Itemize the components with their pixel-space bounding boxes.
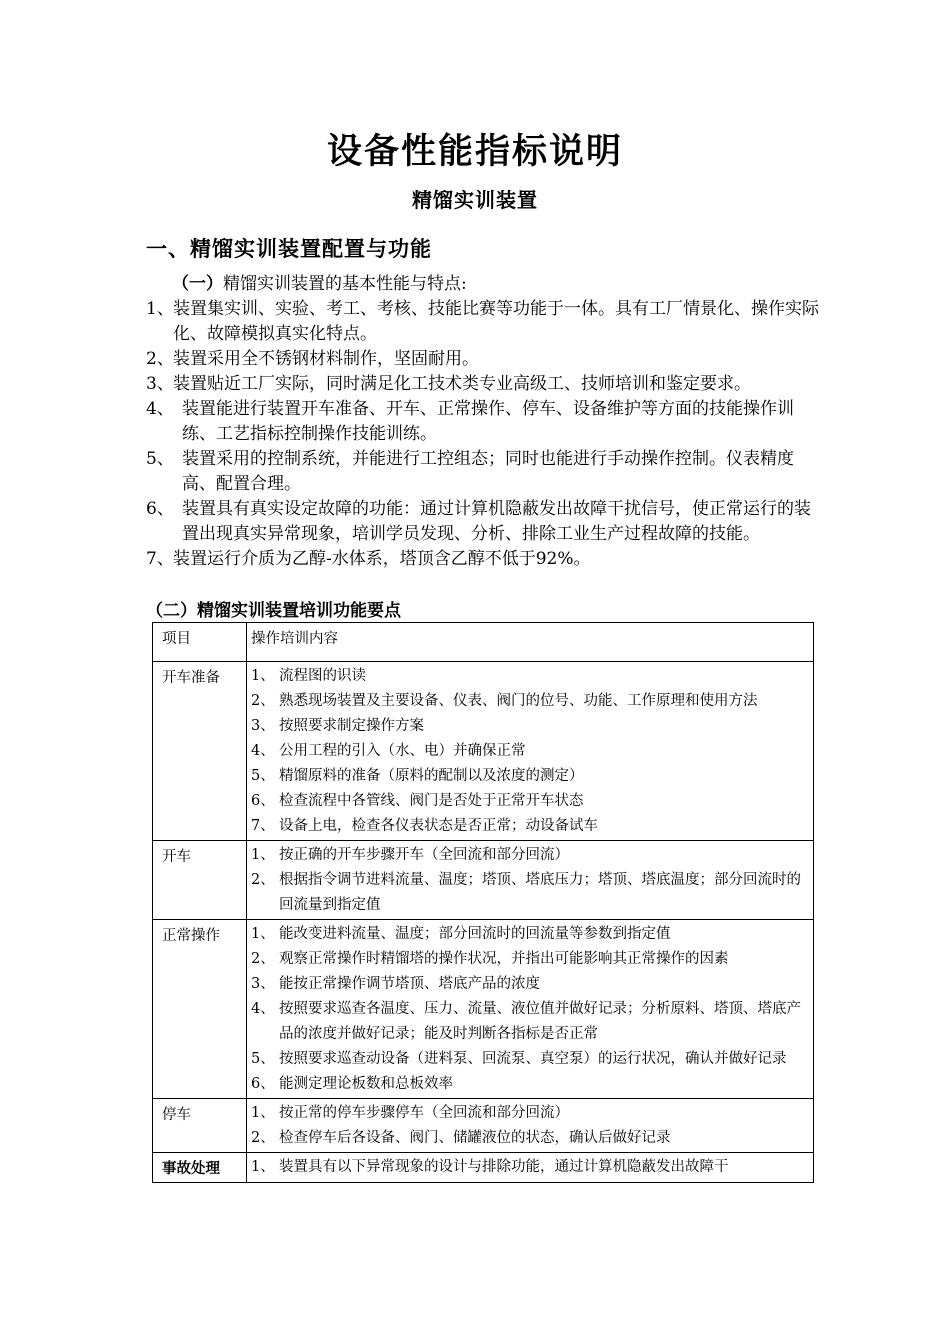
feature-item [146,347,826,372]
item-text: 装置具有以下异常现象的设计与排除功能，通过计算机隐蔽发出故障干 [279,1159,729,1175]
item-number: 2、 [251,951,275,967]
header-project: 项目 [153,623,247,662]
row-content [247,1099,814,1153]
list-item [251,1072,807,1097]
list-item [251,868,807,918]
list-item [251,1126,807,1151]
item-text: 根据指令调节进料流量、温度；塔顶、塔底压力；塔顶、塔底温度；部分回流时的回流量到指定值 [279,872,801,913]
item-text: 按正常的停车步骤停车（全回流和部分回流） [279,1105,569,1121]
feature-text: 装置采用全不锈钢材料制作，坚固耐用。 [173,349,479,369]
list-item [251,789,807,814]
feature-text: 装置集实训、实验、考工、考核、技能比赛等功能于一体。具有工厂情景化、操作实际化、故障模拟真实化特点。 [173,299,819,344]
row-project: 开车准备 [153,662,247,841]
row-project: 停车 [153,1099,247,1153]
item-list [251,922,807,1097]
item-text: 观察正常操作时精馏塔的操作状况，并指出可能影响其正常操作的因素 [279,951,729,967]
item-list [251,1155,807,1180]
list-item [251,972,807,997]
list-item [251,1047,807,1072]
list-item [251,689,807,714]
feature-number: 4、 [146,399,174,419]
feature-item [146,397,826,447]
subsection-text: 精馏实训装置的基本性能与特点: [223,274,467,294]
table-header-row [153,623,814,662]
document-title: 设备性能指标说明 [326,132,623,172]
item-list [251,843,807,918]
feature-number: 6、 [146,499,174,519]
document-subtitle: 精馏实训装置 [412,188,538,212]
table-row [153,841,814,920]
item-number: 5、 [251,768,275,784]
list-item [251,947,807,972]
list-item [251,714,807,739]
list-item [251,739,807,764]
feature-text: 装置具有真实设定故障的功能：通过计算机隐蔽发出故障干扰信号，使正常运行的装置出现真实异常现象，培训学员发现、分析、排除工业生产过程故障的技能。 [182,499,811,544]
item-text: 流程图的识读 [279,668,366,684]
feature-item [146,372,826,397]
training-table [152,622,814,1183]
item-list [251,664,807,839]
item-text: 能改变进料流量、温度；部分回流时的回流量等参数到指定值 [279,926,671,942]
item-number: 4、 [251,743,275,759]
item-text: 检查流程中各管线、阀门是否处于正常开车状态 [279,793,584,809]
item-text: 按照要求制定操作方案 [279,718,424,734]
item-number: 3、 [251,976,275,992]
table-row [153,1153,814,1183]
item-list [251,1101,807,1151]
item-text: 检查停车后各设备、阀门、储罐液位的状态，确认后做好记录 [279,1130,671,1146]
item-number: 1、 [251,926,275,942]
item-number: 4、 [251,1001,275,1017]
item-number: 2、 [251,1130,275,1146]
table-row [153,1099,814,1153]
feature-item [146,297,826,347]
list-item [251,764,807,789]
list-item [251,814,807,839]
feature-item [146,497,826,547]
feature-item [146,547,826,572]
list-item [251,664,807,689]
item-number: 2、 [251,872,275,888]
item-number: 2、 [251,693,275,709]
subsection-heading-basic [172,271,467,297]
row-content [247,1153,814,1183]
item-text: 能测定理论板数和总板效率 [279,1076,453,1092]
item-text: 精馏原料的准备（原料的配制以及浓度的测定） [279,768,584,784]
feature-number: 5、 [146,449,174,469]
item-text: 按照要求巡查动设备（进料泵、回流泵、真空泵）的运行状况，确认并做好记录 [279,1051,787,1067]
subsection-heading-training: （二）精馏实训装置培训功能要点 [146,601,401,621]
feature-number: 7、 [146,549,174,569]
item-text: 能按正常操作调节塔顶、塔底产品的浓度 [279,976,540,992]
row-content [247,841,814,920]
section-heading: 一、精馏实训装置配置与功能 [146,237,432,261]
item-number: 1、 [251,847,275,863]
row-content [247,920,814,1099]
item-number: 1、 [251,668,275,684]
table-row [153,662,814,841]
item-number: 5、 [251,1051,275,1067]
feature-list [146,297,826,572]
item-number: 3、 [251,718,275,734]
item-text: 熟悉现场装置及主要设备、仪表、阀门的位号、功能、工作原理和使用方法 [279,693,758,709]
item-text: 按正确的开车步骤开车（全回流和部分回流） [279,847,569,863]
feature-text: 装置采用的控制系统，并能进行工控组态；同时也能进行手动操作控制。仪表精度高、配置合理。 [182,449,794,494]
feature-text: 装置能进行装置开车准备、开车、正常操作、停车、设备维护等方面的技能操作训练、工艺指标控制操作技能训练。 [182,399,794,444]
feature-item [146,447,826,497]
feature-number: 2、 [146,349,174,369]
subsection-number: （一） [172,274,223,294]
feature-text: 装置运行介质为乙醇-水体系，塔顶含乙醇不低于92%。 [173,549,591,569]
item-text: 按照要求巡查各温度、压力、流量、液位值并做好记录；分析原料、塔顶、塔底产品的浓度并做好记录；能及时判断各指标是否正常 [279,1001,801,1042]
item-number: 7、 [251,818,275,834]
item-number: 6、 [251,793,275,809]
header-content: 操作培训内容 [247,623,814,662]
list-item [251,843,807,868]
item-text: 设备上电，检查各仪表状态是否正常；动设备试车 [279,818,598,834]
item-number: 1、 [251,1159,275,1175]
item-number: 1、 [251,1105,275,1121]
feature-number: 3、 [146,374,174,394]
feature-text: 装置贴近工厂实际，同时满足化工技术类专业高级工、技师培训和鉴定要求。 [173,374,751,394]
row-project: 事故处理 [153,1153,247,1183]
row-project: 开车 [153,841,247,920]
table-row [153,920,814,1099]
list-item [251,997,807,1047]
feature-number: 1、 [146,299,174,319]
list-item [251,1155,807,1180]
row-content [247,662,814,841]
item-text: 公用工程的引入（水、电）并确保正常 [279,743,526,759]
row-project: 正常操作 [153,920,247,1099]
list-item [251,1101,807,1126]
list-item [251,922,807,947]
item-number: 6、 [251,1076,275,1092]
